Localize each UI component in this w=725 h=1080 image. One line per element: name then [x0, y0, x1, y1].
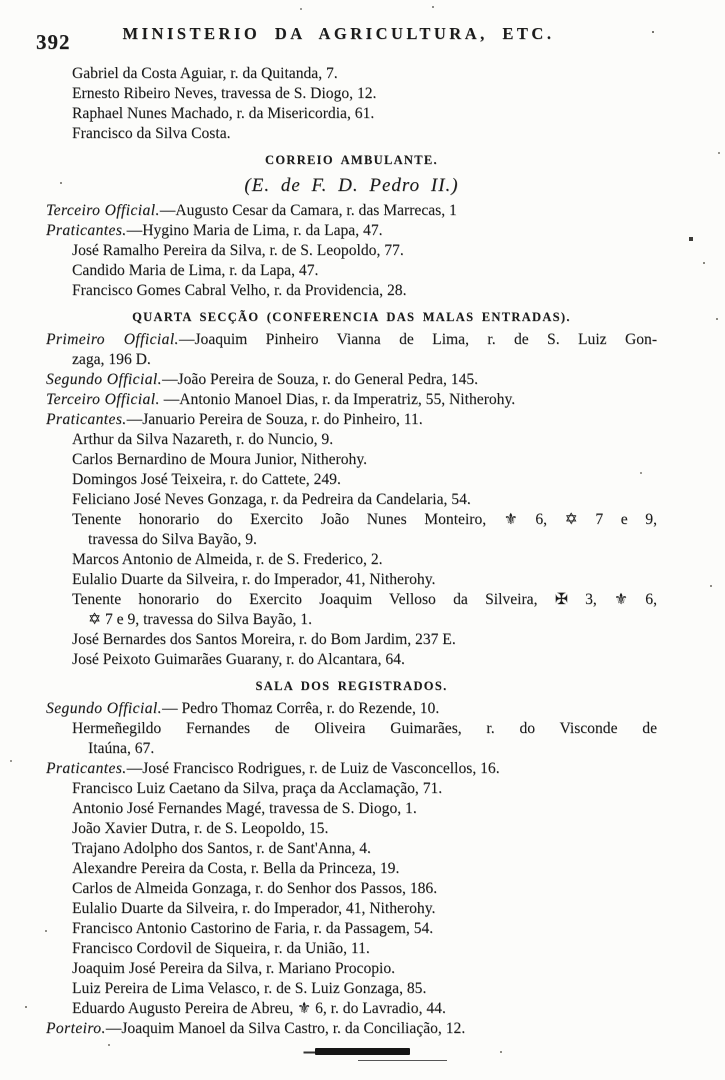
directory-line: zaga, 196 D. — [72, 351, 151, 368]
role-label: Praticantes. — [46, 222, 127, 239]
page-header — [0, 0, 725, 64]
section-heading: QUARTA SECÇÃO (CONFERENCIA DAS MALAS ENTRADAS). — [132, 310, 571, 324]
directory-line: Tenente honorario do Exercito João Nunes Monteiro, ⚜ 6, ✡ 7 e 9, — [72, 511, 657, 528]
directory-line: Feliciano José Neves Gonzaga, r. da Pedreira da Candelaria, 54. — [72, 491, 471, 508]
section-heading: SALA DOS REGISTRADOS. — [255, 679, 448, 693]
directory-line: Eduardo Augusto Pereira de Abreu, ⚜ 6, r. do Lavradio, 44. — [72, 1000, 446, 1017]
directory-line: João Xavier Dutra, r. de S. Leopoldo, 15. — [72, 820, 329, 837]
directory-line: Alexandre Pereira da Costa, r. Bella da Princeza, 19. — [72, 860, 400, 877]
directory-line: Luiz Pereira de Lima Velasco, r. de S. Luiz Gonzaga, 85. — [72, 980, 427, 997]
directory-line: Candido Maria de Lima, r. da Lapa, 47. — [72, 262, 319, 279]
directory-line: Terceiro Official.—Augusto Cesar da Camara, r. das Marrecas, 1 — [46, 202, 457, 219]
directory-line: Porteiro.—Joaquim Manoel da Silva Castro, r. da Conciliação, 12. — [46, 1020, 466, 1037]
directory-line: Eulalio Duarte da Silveira, r. do Imperador, 41, Nitherohy. — [72, 571, 436, 588]
directory-line: ✡ 7 e 9, travessa do Silva Bayão, 1. — [88, 611, 312, 628]
directory-line: Carlos Bernardino de Moura Junior, Nitherohy. — [72, 451, 368, 468]
directory-line: Tenente honorario do Exercito Joaquim Velloso da Silveira, ✠ 3, ⚜ 6, — [72, 591, 657, 608]
directory-line: Francisco Gomes Cabral Velho, r. da Providencia, 28. — [72, 282, 407, 299]
directory-line: José Ramalho Pereira da Silva, r. de S. Leopoldo, 77. — [72, 242, 404, 259]
directory-line: Gabriel da Costa Aguiar, r. da Quitanda, 7. — [72, 65, 338, 82]
directory-line: José Bernardes dos Santos Moreira, r. do Bom Jardim, 237 E. — [72, 631, 456, 648]
page-body — [0, 64, 725, 1039]
directory-line: Segundo Official.— Pedro Thomaz Corrêa, r. do Rezende, 10. — [46, 700, 440, 717]
directory-line: Arthur da Silva Nazareth, r. do Nuncio, 9. — [72, 431, 334, 448]
directory-line: Primeiro Official.—Joaquim Pinheiro Vianna de Lima, r. de S. Luiz Gon- — [46, 331, 658, 348]
directory-line: Francisco Antonio Castorino de Faria, r. da Passagem, 54. — [72, 920, 434, 937]
directory-line: Marcos Antonio de Almeida, r. de S. Frederico, 2. — [72, 551, 383, 568]
role-label: Terceiro Official. — [46, 391, 160, 408]
directory-line: Segundo Official.—João Pereira de Souza, r. do General Pedra, 145. — [46, 371, 479, 388]
page-header-title: MINISTERIO DA AGRICULTURA, ETC. — [122, 24, 555, 43]
page-number: 392 — [36, 30, 71, 54]
directory-line: travessa do Silva Bayão, 9. — [88, 531, 257, 548]
end-divider-rule — [315, 1048, 410, 1055]
role-label: Terceiro Official. — [46, 202, 160, 219]
section-subheading: (E. de F. D. Pedro II.) — [244, 175, 459, 196]
role-label: Segundo Official. — [46, 700, 162, 717]
directory-line: Praticantes.—Januario Pereira de Souza, r. do Pinheiro, 11. — [46, 411, 423, 428]
directory-line: Praticantes.—Hygino Maria de Lima, r. da Lapa, 47. — [46, 222, 383, 239]
role-label: Segundo Official. — [46, 371, 162, 388]
directory-line: Francisco da Silva Costa. — [72, 125, 231, 142]
role-label: Primeiro Official. — [46, 331, 179, 348]
directory-line: Ernesto Ribeiro Neves, travessa de S. Diogo, 12. — [72, 85, 377, 102]
directory-line: Joaquim José Pereira da Silva, r. Mariano Procopio. — [72, 960, 396, 977]
section-heading: CORREIO AMBULANTE. — [265, 153, 438, 167]
directory-line: Raphael Nunes Machado, r. da Misericordia, 61. — [72, 105, 375, 122]
directory-line: Francisco Luiz Caetano da Silva, praça da Acclamação, 71. — [72, 780, 443, 797]
directory-line: Itaúna, 67. — [88, 740, 155, 757]
directory-line: Hermeñegildo Fernandes de Oliveira Guimarães, r. do Visconde de — [72, 720, 657, 737]
directory-line: Carlos de Almeida Gonzaga, r. do Senhor dos Passos, 186. — [72, 880, 438, 897]
directory-line: Eulalio Duarte da Silveira, r. do Imperador, 41, Nitherohy. — [72, 900, 436, 917]
directory-line: Trajano Adolpho dos Santos, r. de Sant'Anna, 4. — [72, 840, 371, 857]
directory-line: Praticantes.—José Francisco Rodrigues, r. de Luiz de Vasconcellos, 16. — [46, 760, 500, 777]
directory-line: Antonio José Fernandes Magé, travessa de S. Diogo, 1. — [72, 800, 417, 817]
directory-line: José Peixoto Guimarães Guarany, r. do Alcantara, 64. — [72, 651, 405, 668]
role-label: Praticantes. — [46, 760, 127, 777]
role-label: Praticantes. — [46, 411, 127, 428]
role-label: Porteiro. — [46, 1020, 106, 1037]
directory-line: Francisco Cordovil de Siqueira, r. da União, 11. — [72, 940, 370, 957]
directory-line: Domingos José Teixeira, r. do Cattete, 249. — [72, 471, 341, 488]
directory-line: Terceiro Official. —Antonio Manoel Dias, r. da Imperatriz, 55, Nitherohy. — [46, 391, 516, 408]
